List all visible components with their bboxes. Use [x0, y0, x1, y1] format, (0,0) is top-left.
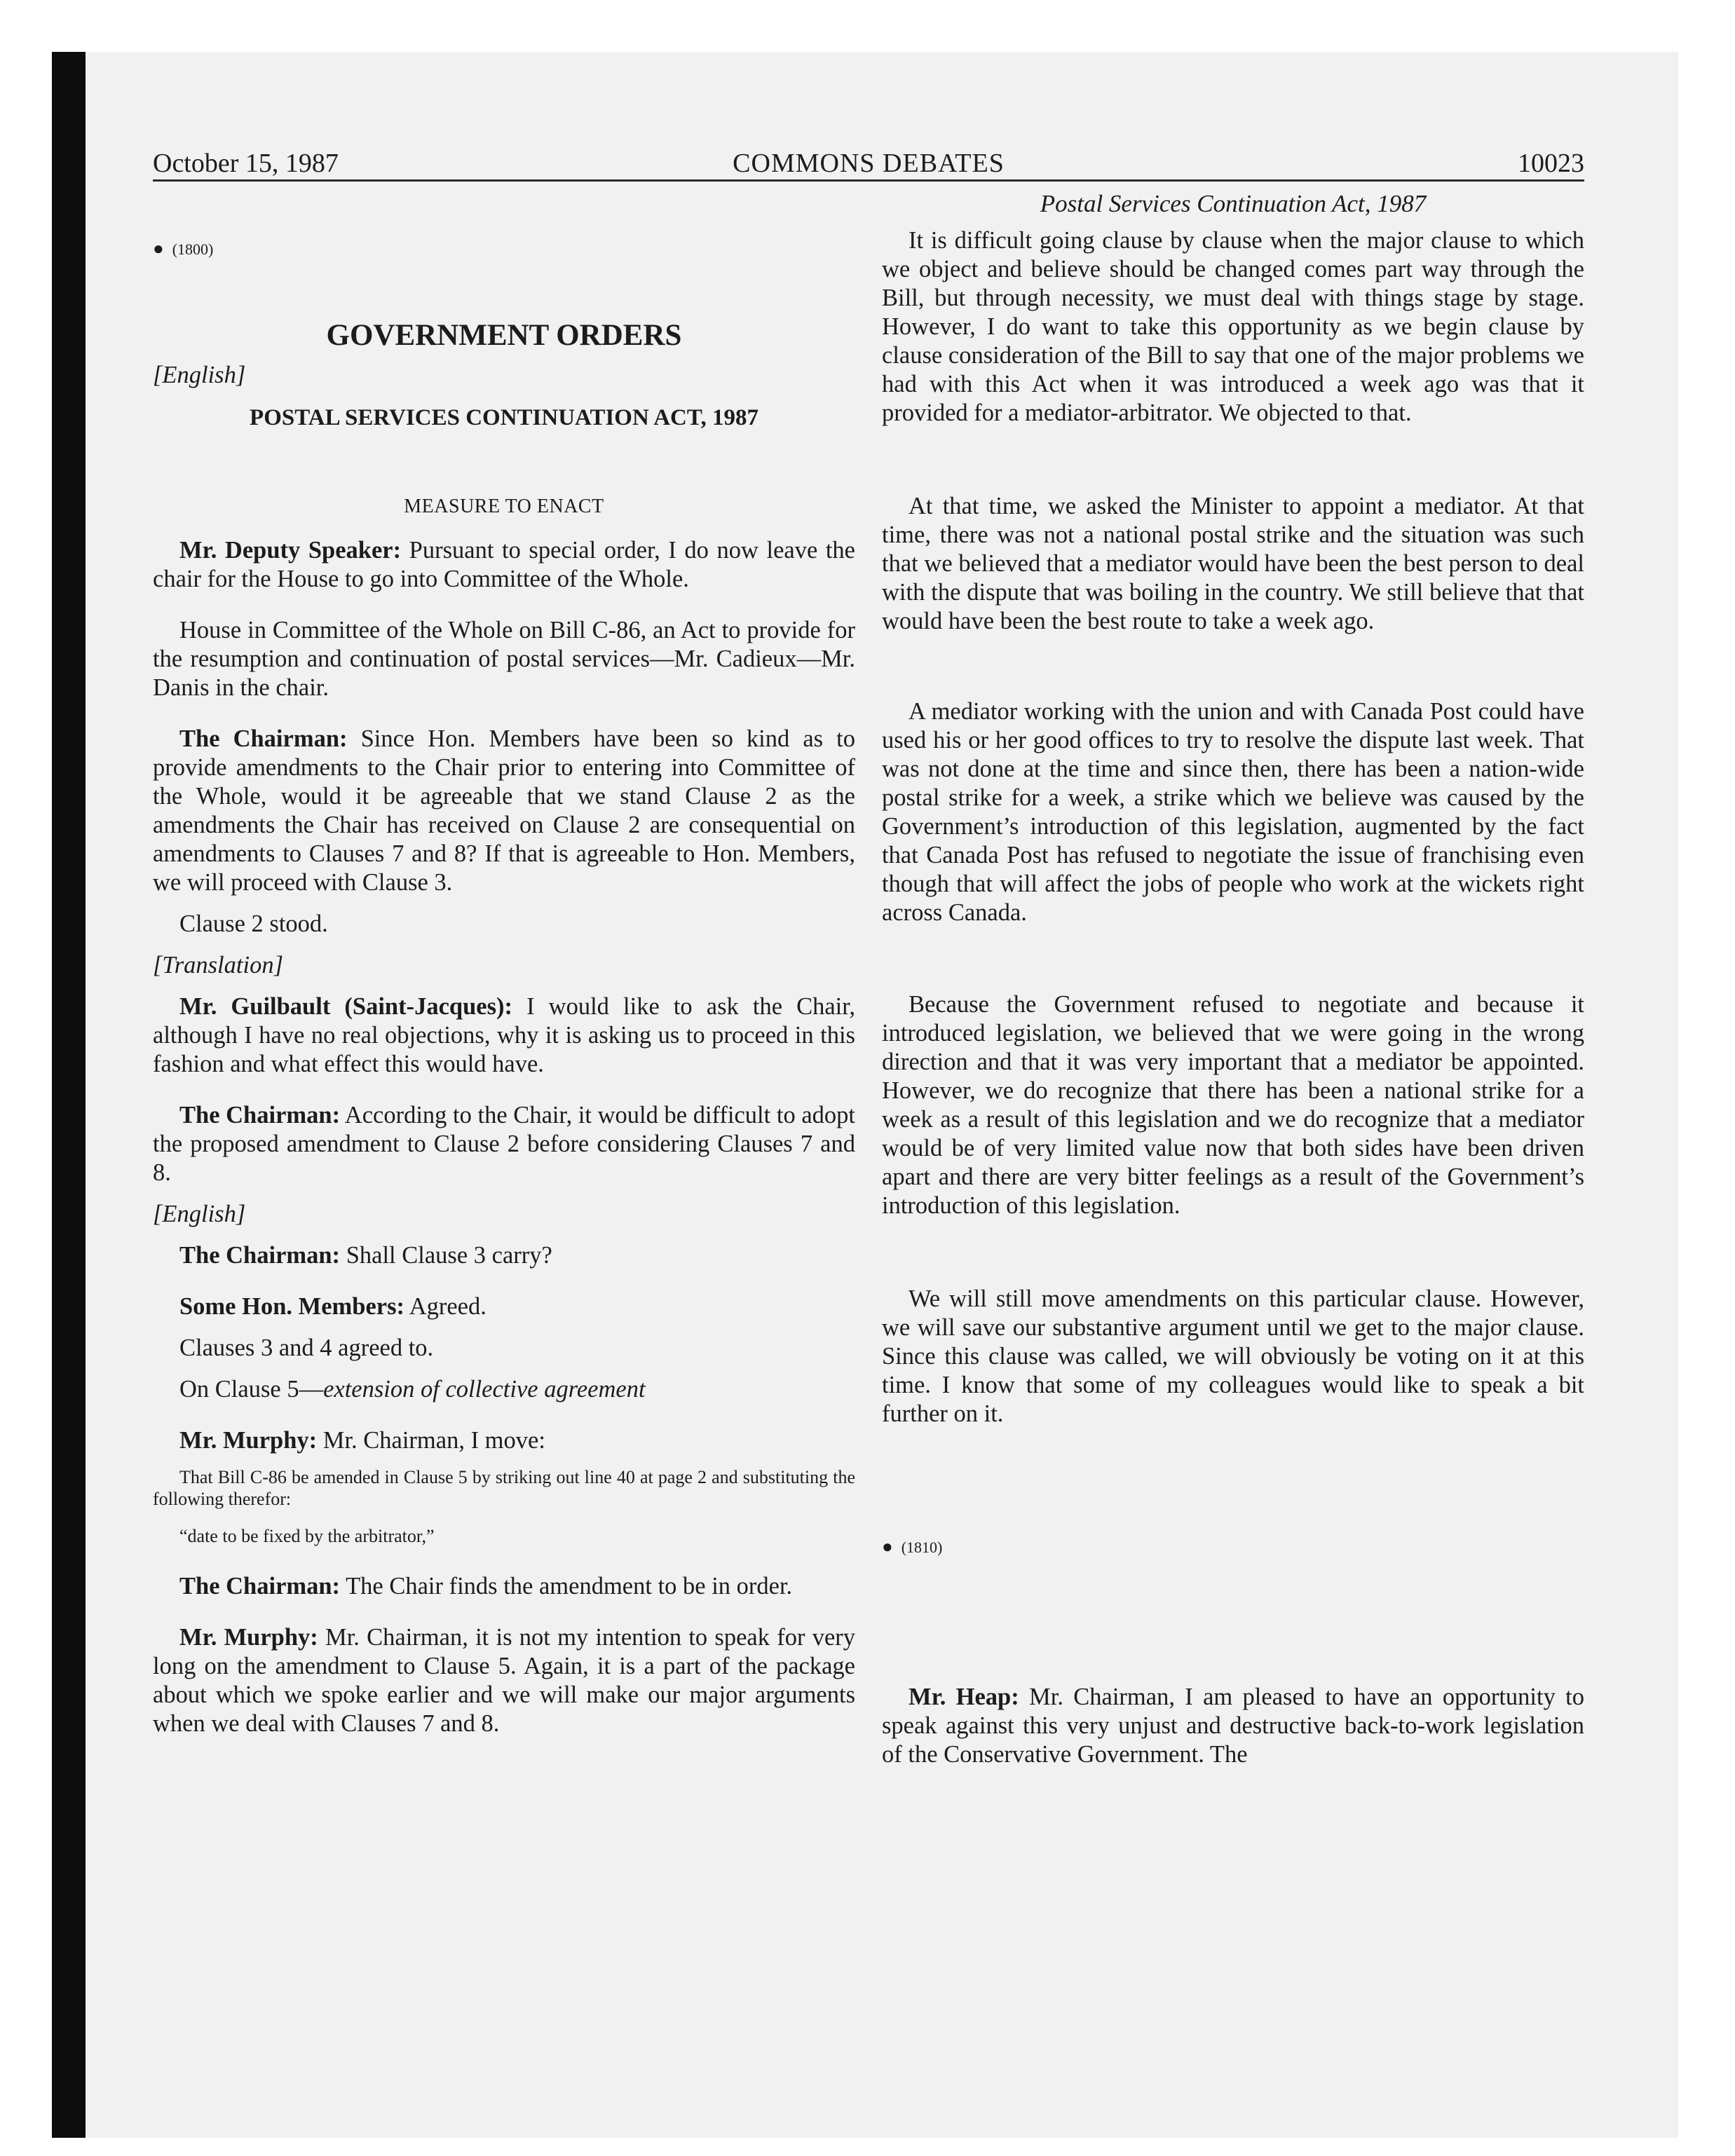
header-date: October 15, 1987: [153, 149, 339, 178]
time-marker-1800: ● (1800): [153, 238, 214, 259]
act-title: POSTAL SERVICES CONTINUATION ACT, 1987: [250, 405, 758, 430]
section-title: GOVERNMENT ORDERS: [326, 319, 682, 352]
speaker-name: Mr. Guilbault (Saint-Jacques):: [179, 993, 512, 1020]
paragraph-deputy-speaker: Mr. Deputy Speaker: Pursuant to special order, I do now leave the chair for the House to go into Committee of the Whole.: [153, 537, 855, 592]
paragraph-clause-5: On Clause 5—extension of collective agreement: [179, 1376, 646, 1403]
right-paragraph-5: We will still move amendments on this particular clause. However, we will save our substantive argument until we get to the major clause. Since this clause was called, we will obviously be voting on it at this time. I know that some of my colleagues would like to speak a bit further on it.: [882, 1285, 1584, 1427]
header-rule: [153, 179, 1584, 182]
speaker-name: The Chairman:: [179, 1573, 341, 1599]
speaker-name: Some Hon. Members:: [179, 1293, 404, 1320]
right-paragraph-4: Because the Government refused to negotiate and because it introduced legislation, we believed that we were going in the wrong direction and that it was very important that a mediator be appointed. However, we do recognize that there has been a national strike for a week as a result of this legislation and we do recognize that a mediator would be of very limited value now that both sides have been driven apart and there are very bitter feelings as a result of the Government’s introduction of this legislation.: [882, 991, 1584, 1219]
sub-heading: MEASURE TO ENACT: [404, 496, 604, 517]
paragraph-chairman-2: The Chairman: According to the Chair, it would be difficult to adopt the proposed amendment to Clause 2 before considering Clauses 7 and 8.: [153, 1102, 855, 1186]
paragraph-clause-2-stood: Clause 2 stood.: [179, 910, 328, 937]
left-column: [153, 189, 855, 1738]
right-column: [882, 189, 1584, 1769]
running-title: Postal Services Continuation Act, 1987: [1040, 190, 1427, 217]
bullet-icon: ●: [882, 1536, 893, 1557]
speaker-name: The Chairman:: [179, 725, 348, 752]
paragraph-murphy-1: Mr. Murphy: Mr. Chairman, I move:: [179, 1427, 545, 1454]
right-paragraph-3: A mediator working with the union and with Canada Post could have used his or her good offices to try to resolve the dispute last week. That was not done at the time and since then, there has been a nation-wide postal strike for a week, a strike which we believe was caused by the Government’s introduction of this legislation, augmented by the fact that Canada Post has refused to negotiate the issue of franchising even though that will affect the jobs of people who work at the wickets right across Canada.: [882, 698, 1584, 926]
right-paragraph-1: It is difficult going clause by clause when the major clause to which we object and believe should be changed comes part way through the Bill, but through necessity, we must deal with things stage by stage. However, I do want to take this opportunity as we begin clause by clause consideration of the Bill to say that one of the major problems we had with this Act when it was introduced a week ago was that it provided for a mediator-arbitrator. We objected to that.: [882, 227, 1584, 426]
page-header: [153, 144, 1584, 182]
paragraph-chairman-3: The Chairman: Shall Clause 3 carry?: [179, 1242, 552, 1269]
speaker-name: The Chairman:: [179, 1242, 341, 1269]
speaker-name: Mr. Deputy Speaker:: [179, 537, 402, 564]
right-paragraph-2: At that time, we asked the Minister to appoint a mediator. At that time, there was not a national postal strike and the situation was such that we believed that a mediator would have been the best person to deal with the dispute that was boiling in the country. We still believe that that would have been the best route to take a week ago.: [882, 493, 1584, 634]
paragraph-committee: House in Committee of the Whole on Bill C-86, an Act to provide for the resumption and continuation of postal services—Mr. Cadieux—Mr. Danis in the chair.: [153, 617, 855, 701]
speaker-name: Mr. Murphy:: [179, 1427, 318, 1454]
paragraph-chairman-1: The Chairman: Since Hon. Members have been so kind as to provide amendments to the Chair prior to entering into Committee of the Whole, would it be agreeable that we stand Clause 2 as the amendments the Chair has received on Clause 2 are consequential on amendments to Clauses 7 and 8? If that is agreeable to Hon. Members, we will proceed with Clause 3.: [153, 725, 855, 896]
paragraph-murphy-2: Mr. Murphy: Mr. Chairman, it is not my intention to speak for very long on the amendment to Clause 5. Again, it is a part of the package about which we spoke earlier and we will make our major arguments when we deal with Clauses 7 and 8.: [153, 1624, 855, 1737]
paragraph-some-members: Some Hon. Members: Agreed.: [179, 1293, 487, 1320]
speaker-name: The Chairman:: [179, 1102, 341, 1128]
language-tag-english-2: [English]: [153, 1201, 246, 1227]
paragraph-guilbault: Mr. Guilbault (Saint-Jacques): I would like to ask the Chair, although I have no real objections, why it is asking us to proceed in this fashion and what effect this would have.: [153, 993, 855, 1077]
paragraph-chairman-4: The Chairman: The Chair finds the amendment to be in order.: [179, 1573, 793, 1599]
speaker-name: Mr. Murphy:: [179, 1624, 318, 1651]
amendment-quote: That Bill C-86 be amended in Clause 5 by striking out line 40 at page 2 and substituting the following therefor:: [153, 1467, 855, 1509]
header-page-number: 10023: [1518, 149, 1584, 178]
amendment-quote-text: “date to be fixed by the arbitrator,”: [179, 1526, 435, 1546]
speaker-name: Mr. Heap:: [909, 1684, 1019, 1710]
right-paragraph-heap: Mr. Heap: Mr. Chairman, I am pleased to have an opportunity to speak against this very unjust and destructive back-to-work legislation of the Conservative Government. The: [882, 1684, 1584, 1768]
bullet-icon: ●: [153, 238, 164, 259]
paragraph-clauses-agreed: Clauses 3 and 4 agreed to.: [179, 1335, 434, 1361]
language-tag-english-1: [English]: [153, 362, 246, 388]
scan-edge-bar: [52, 52, 86, 2138]
header-publication: COMMONS DEBATES: [733, 149, 1005, 178]
time-marker-1810: ● (1810): [882, 1536, 943, 1557]
language-tag-translation: [Translation]: [153, 952, 283, 978]
